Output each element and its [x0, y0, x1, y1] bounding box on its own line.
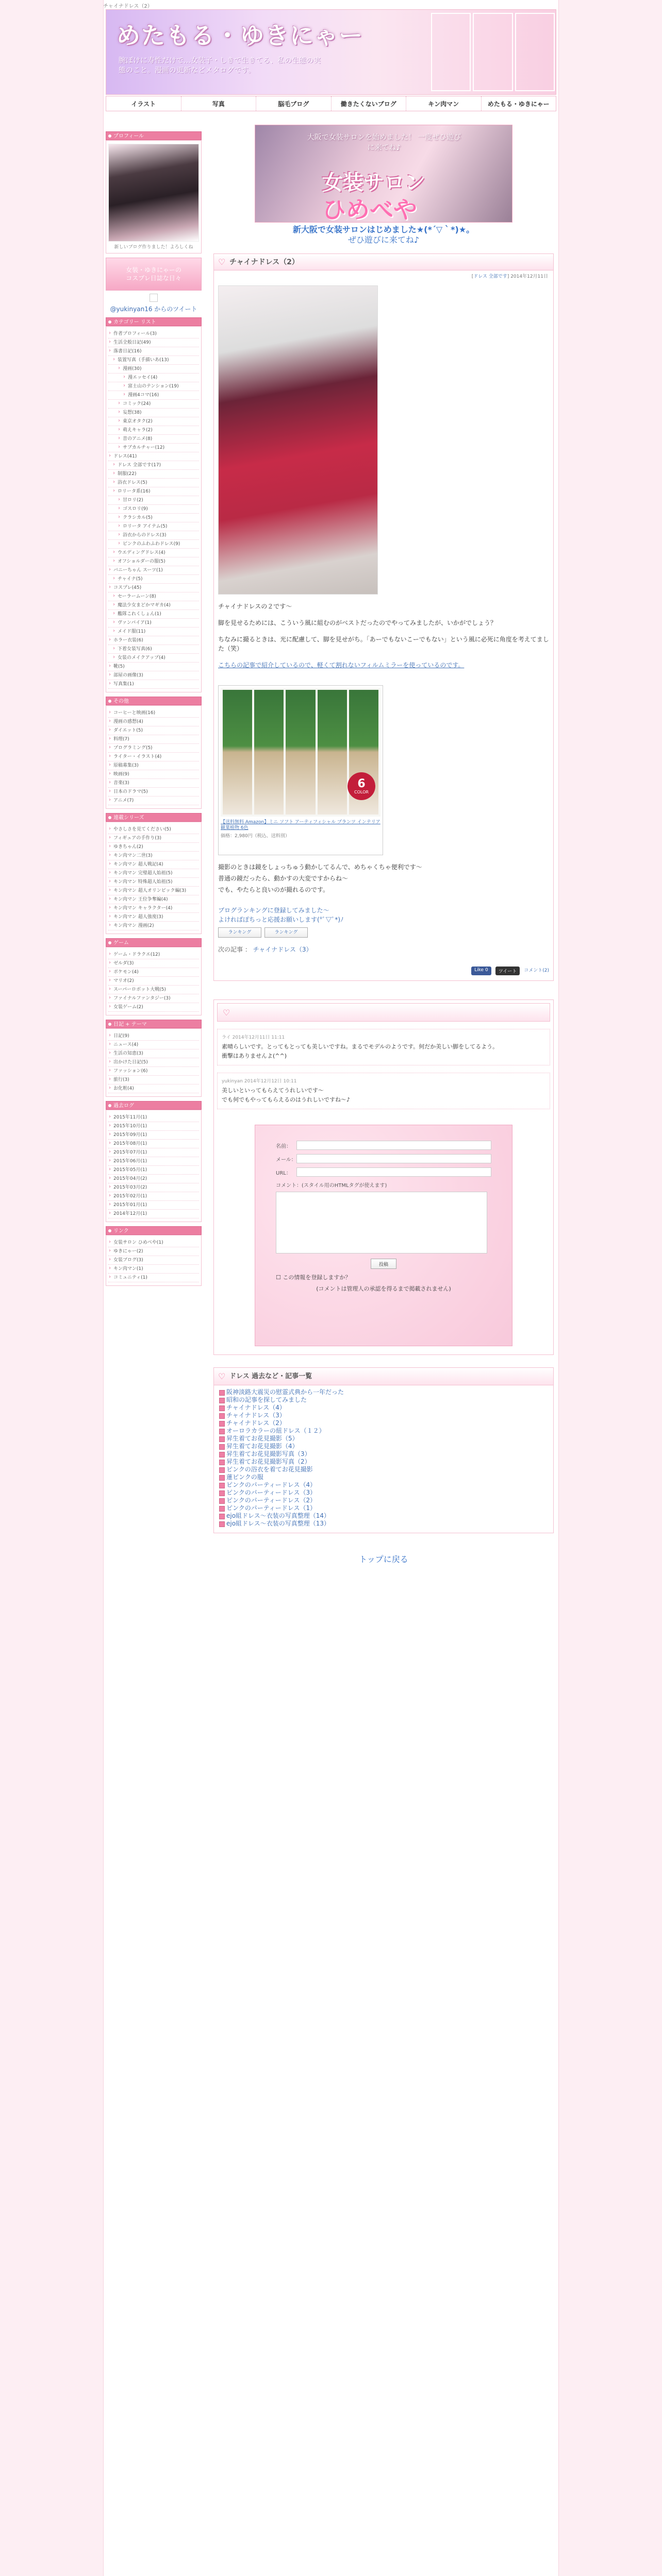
- game-item[interactable]: › スーパーロボット大戦(5): [108, 986, 199, 994]
- ad-title[interactable]: 【送料無料 Amazon】ミニ ソフト アーティフィシャル プランツ インテリア 観葉植物 6色: [221, 820, 380, 831]
- category-item[interactable]: › バニーちゃん スーツ(1): [108, 566, 199, 575]
- category-item[interactable]: › 落書日記(16): [108, 347, 199, 356]
- ad-plant: [254, 690, 284, 815]
- series-item[interactable]: › キン肉マン 漫画(2): [108, 922, 199, 930]
- entry-paragraph: 撮影のときは鏡をしょっちゅう動かしてるんで、めちゃくちゃ便利です〜: [218, 863, 422, 871]
- facebook-like-button[interactable]: Like 0: [471, 967, 491, 975]
- other-title: その他: [106, 697, 202, 705]
- email-row: [276, 1154, 491, 1163]
- category-title: カテゴリー リスト: [106, 317, 202, 326]
- inline-article-link[interactable]: こちらの記事で紹介しているので、軽くて割れないフィルムミラーを使っているのです。: [218, 662, 465, 669]
- game-item[interactable]: › ゲーム・ドラクエ(12): [108, 951, 199, 959]
- pink-banner-line: 女装・ゆきにゃーの: [126, 266, 181, 274]
- category-item[interactable]: › ドレス(41): [108, 452, 199, 461]
- category-item[interactable]: › オフショルダーの服(5): [108, 557, 199, 566]
- remember-label: この情報を登録しますか？: [283, 1274, 351, 1281]
- month-item[interactable]: › 2015年03月(2): [108, 1183, 199, 1192]
- other-item[interactable]: › プログラミング(5): [108, 744, 199, 753]
- link-item[interactable]: › ゆきにゃー(2): [108, 1247, 199, 1256]
- other-item[interactable]: › コーヒーと映画(16): [108, 709, 199, 718]
- category-item[interactable]: › ロリータ系(16): [108, 487, 199, 496]
- other-list: [108, 709, 199, 805]
- nav-item-nowork-blog[interactable]: 働きたくないブログ: [332, 96, 407, 111]
- banner-caption[interactable]: 新大阪で女装サロンはじめました★(*´▽｀*)★。: [292, 225, 475, 234]
- ranking-button[interactable]: ランキング: [218, 927, 261, 938]
- header-photo: [515, 13, 555, 91]
- sidebar: [106, 131, 202, 1290]
- game-item[interactable]: › ポケモン(4): [108, 968, 199, 977]
- other-block: [106, 705, 202, 809]
- url-row: [276, 1167, 491, 1177]
- category-item[interactable]: › チャイナ(5): [108, 575, 199, 584]
- profile-title: プロフィール: [106, 131, 202, 140]
- game-item[interactable]: › ファイナルファンタジー(3): [108, 994, 199, 1003]
- next-article-link[interactable]: チャイナドレス（3）: [253, 946, 312, 953]
- comment-label: コメント：(スタイル用のHTMLタグが使えます): [276, 1183, 387, 1189]
- other-item[interactable]: › 音楽(3): [108, 779, 199, 788]
- other-item[interactable]: › ライター・イラスト(4): [108, 753, 199, 761]
- banner-lead: 大阪で女装サロンを始めました！ 一度ぜひ遊びに来てね♪: [307, 133, 461, 152]
- ad-price: 価格：2,980円（税込、送料別）: [221, 834, 290, 839]
- category-item[interactable]: › 生活全般日記(49): [108, 338, 199, 347]
- game-block: [106, 947, 202, 1015]
- series-item[interactable]: › ゆきちゃん(2): [108, 843, 199, 852]
- next-article: [218, 945, 549, 954]
- other-item[interactable]: › 原稿募集(3): [108, 761, 199, 770]
- category-item[interactable]: › 妄想(38): [108, 409, 199, 417]
- entry-paragraph: でも、やたらと良いのが撮れるのです。: [218, 886, 329, 893]
- related-item[interactable]: 昭和の記事を探してみました: [219, 1396, 548, 1404]
- related-item[interactable]: 昇生着てお花見撮影（4）: [219, 1443, 548, 1450]
- entry-paragraph: ちなみに撮るときは、光に配慮して、脚を見せがち。「あーでもないこーでもない」という風に必死に角度を考えてました（笑）: [218, 636, 549, 652]
- comment-textarea[interactable]: [276, 1192, 487, 1253]
- category-item[interactable]: › 制服(22): [108, 470, 199, 479]
- comment-meta: yukinyan 2014年12月12日 10:11: [222, 1079, 297, 1084]
- entry-paragraph: 脚を見せるためには、こういう風に組むのがベストだったのでやってみましたが、いかがでしょう？: [218, 619, 497, 626]
- affiliate-ad[interactable]: [218, 685, 383, 855]
- links-list: [108, 1239, 199, 1282]
- social-bar: [214, 954, 553, 980]
- links-block: [106, 1235, 202, 1286]
- misc-item[interactable]: › 日記(9): [108, 1032, 199, 1041]
- heart-icon: ♡: [218, 257, 226, 267]
- entry-title-bar: [214, 254, 553, 270]
- other-item[interactable]: › アニメ(7): [108, 796, 199, 805]
- category-item[interactable]: › 萌えキャラ(2): [108, 426, 199, 435]
- misc-item[interactable]: › 生活の知恵(3): [108, 1049, 199, 1058]
- related-title: ドレス 過去など・記事一覧: [229, 1372, 312, 1380]
- category-item[interactable]: › ホラー衣装(6): [108, 636, 199, 645]
- game-item[interactable]: › マリオ(2): [108, 977, 199, 986]
- ranking-buttons: [218, 927, 549, 938]
- category-item[interactable]: › クラシカル(5): [108, 514, 199, 522]
- category-item[interactable]: › 漫画(30): [108, 365, 199, 374]
- entry-paragraph: チャイナドレスの２です〜: [218, 603, 292, 610]
- series-item[interactable]: › キン肉マン 超人戦記(4): [108, 860, 199, 869]
- pink-banner[interactable]: [106, 258, 202, 291]
- related-item[interactable]: ejo組ドレス〜衣装の写真整理（14）: [219, 1512, 548, 1520]
- category-item[interactable]: › 部屋の画像(3): [108, 671, 199, 680]
- category-item[interactable]: › ピンクのふわふわドレス(9): [108, 540, 199, 549]
- other-item[interactable]: › ダイエット(5): [108, 726, 199, 735]
- entry-body: [214, 602, 553, 670]
- related-item[interactable]: チャイナドレス（3）: [219, 1412, 548, 1419]
- month-item[interactable]: › 2014年12月(1): [108, 1210, 199, 1218]
- category-item[interactable]: › 漫エッセイ(4): [108, 374, 199, 382]
- url-label: URL：: [276, 1170, 291, 1176]
- main-content: [211, 113, 556, 1565]
- comment-section: [213, 999, 554, 1355]
- series-item[interactable]: › やさしさを見てください(5): [108, 825, 199, 834]
- entry-title[interactable]: チャイナドレス（2）: [229, 258, 299, 266]
- name-row: [276, 1141, 491, 1150]
- comment-text: 美しいといってもらえてうれしいです〜 でも何でもやってもらえるのはうれしいですね〜♪: [222, 1087, 351, 1103]
- category-list: [108, 330, 199, 689]
- email-field[interactable]: [296, 1154, 491, 1163]
- comment-form: [255, 1125, 512, 1346]
- month-item[interactable]: › 2015年11月(1): [108, 1113, 199, 1122]
- url-field[interactable]: [296, 1167, 491, 1177]
- comment-item: [217, 1073, 550, 1109]
- broken-image-icon: [150, 294, 158, 302]
- submit-button[interactable]: 投稿: [371, 1259, 396, 1269]
- category-item[interactable]: › 靴(5): [108, 663, 199, 671]
- other-item[interactable]: › 料理(7): [108, 735, 199, 744]
- link-item[interactable]: › キン肉マン(1): [108, 1265, 199, 1274]
- link-item[interactable]: › 女装サロン ひめべや(1): [108, 1239, 199, 1247]
- related-item[interactable]: ejo組ドレス〜衣装の写真整理（13）: [219, 1520, 548, 1528]
- related-item[interactable]: ピンクのパーティードレス（3）: [219, 1489, 548, 1497]
- related-item[interactable]: チャイナドレス（2）: [219, 1419, 548, 1427]
- name-label: 名前：: [276, 1143, 291, 1149]
- links-title: リンク: [106, 1226, 202, 1235]
- header-photo: [431, 13, 471, 91]
- month-item[interactable]: › 2015年06月(1): [108, 1157, 199, 1166]
- ad-plant: [286, 690, 315, 815]
- site-title[interactable]: めたもる・ゆきにゃー: [117, 22, 364, 49]
- month-item[interactable]: › 2015年05月(1): [108, 1166, 199, 1175]
- ranking-button[interactable]: ランキング: [264, 927, 308, 938]
- profile-block: [106, 140, 202, 253]
- category-block: [106, 326, 202, 692]
- link-item[interactable]: › 女装ブログ(3): [108, 1256, 199, 1265]
- comment-meta: ライ 2014年12月11日 11:11: [222, 1035, 285, 1040]
- tweet-button[interactable]: ツイート: [495, 967, 520, 975]
- nav-item-illust[interactable]: イラスト: [106, 96, 181, 111]
- other-item[interactable]: › 漫画の感想(4): [108, 718, 199, 726]
- entry-body-2: [214, 862, 553, 954]
- category-item[interactable]: › 漫画4コマ(16): [108, 391, 199, 400]
- related-item[interactable]: 蓮ピンクの服: [219, 1473, 548, 1481]
- nav-item-blog[interactable]: 脳毛ブログ: [256, 96, 332, 111]
- category-item[interactable]: › コスプレ(45): [108, 584, 199, 592]
- series-item[interactable]: › フィギュアの手作り(3): [108, 834, 199, 843]
- month-item[interactable]: › 2015年01月(1): [108, 1201, 199, 1210]
- misc-item[interactable]: › ファッション(6): [108, 1067, 199, 1076]
- name-field[interactable]: [296, 1141, 491, 1150]
- category-item[interactable]: › 東京オタク(2): [108, 417, 199, 426]
- misc-item[interactable]: › 旅行(3): [108, 1076, 199, 1084]
- category-item[interactable]: › 作者プロフィール(3): [108, 330, 199, 338]
- related-item[interactable]: ピンクのパーティードレス（1）: [219, 1504, 548, 1512]
- series-item[interactable]: › キン肉マン キャラクター(4): [108, 904, 199, 913]
- related-item[interactable]: オーロラカラーの紐ドレス（１２）: [219, 1427, 548, 1435]
- category-item[interactable]: › 下着女装写真(6): [108, 645, 199, 654]
- category-item[interactable]: › セーラームーン(8): [108, 592, 199, 601]
- other-item[interactable]: › 日本のドラマ(5): [108, 788, 199, 796]
- category-item[interactable]: › 艦隊これくしょん(1): [108, 610, 199, 619]
- site-description: 腕ぽけに寿性だけで…女装子・しきで生きてる、私の生態の実態のこと。漫画の更新などメタログです。: [119, 57, 321, 75]
- month-item[interactable]: › 2015年10月(1): [108, 1122, 199, 1131]
- heart-icon: ♡: [218, 1371, 226, 1381]
- series-title: 連載シリーズ: [106, 813, 202, 822]
- related-item[interactable]: ピンクのパーティードレス（2）: [219, 1497, 548, 1504]
- profile-image[interactable]: [108, 144, 199, 242]
- category-item[interactable]: › 浴衣からのドレス(3): [108, 531, 199, 540]
- series-item[interactable]: › キン肉マン 超人強度(3): [108, 913, 199, 922]
- entry-meta: [ドレス 全部です] 2014年12月11日: [471, 274, 548, 279]
- months-title: 過去ログ: [106, 1101, 202, 1110]
- ad-plant: [318, 690, 347, 815]
- game-list: [108, 951, 199, 1012]
- misc-item[interactable]: › お化粧(4): [108, 1084, 199, 1093]
- misc-item[interactable]: › ニュース(4): [108, 1041, 199, 1049]
- category-item[interactable]: › 魔法少女まどかマギカ(4): [108, 601, 199, 610]
- related-articles: [213, 1367, 554, 1533]
- entry-paragraph: [218, 660, 549, 670]
- game-title: ゲーム: [106, 938, 202, 947]
- header-photos: [431, 13, 555, 91]
- series-item[interactable]: › キン肉マン 王位争奪編(4): [108, 895, 199, 904]
- category-item[interactable]: › 浴衣ドレス(5): [108, 479, 199, 487]
- category-item[interactable]: › 女装のメイクアップ(4): [108, 654, 199, 663]
- category-item[interactable]: › コミック(24): [108, 400, 199, 409]
- misc-title: 日記 + テーマ: [106, 1020, 202, 1028]
- related-item[interactable]: 昇生着てお花見撮影（5）: [219, 1435, 548, 1443]
- comment-text: 素晴らしいです。とってもとっても美しいですね。まるでモデルのようです。何だか美しい脚をしてるよう。 衝撃はありませんよ(^^): [222, 1043, 499, 1059]
- month-item[interactable]: › 2015年07月(1): [108, 1148, 199, 1157]
- banner-subtitle: ひめべや: [322, 196, 417, 223]
- category-item[interactable]: › ロリータ アイテム(5): [108, 522, 199, 531]
- nav-item-metamoru[interactable]: めたもる・ゆきにゃー: [487, 100, 550, 108]
- entry-category-link[interactable]: ドレス 全部です: [473, 274, 507, 279]
- related-item[interactable]: 昇生着てお花見撮影写真（3）: [219, 1450, 548, 1458]
- series-list: [108, 825, 199, 930]
- related-item[interactable]: ピンクのパーティードレス（4）: [219, 1481, 548, 1489]
- global-nav: [106, 96, 556, 111]
- category-item[interactable]: › サブカルチャー(12): [108, 444, 199, 452]
- nav-item-kinniku[interactable]: キン肉マン: [406, 96, 482, 111]
- month-item[interactable]: › 2015年08月(1): [108, 1140, 199, 1148]
- months-block: [106, 1110, 202, 1222]
- game-item[interactable]: › 女装ゲーム(2): [108, 1003, 199, 1012]
- twitter-link[interactable]: @yukinyan16 からのツイート: [110, 306, 197, 313]
- banner-title: 女装サロン: [322, 171, 425, 195]
- category-item[interactable]: › ドレス 全部です(17): [108, 461, 199, 470]
- series-item[interactable]: › キン肉マン 特殊超人始祖(5): [108, 878, 199, 887]
- link-item[interactable]: › コミュニティ(1): [108, 1274, 199, 1282]
- ad-color-badge: [347, 772, 375, 800]
- comment-heading: ♡: [217, 1003, 550, 1022]
- entry-date: 2014年12月11日: [510, 274, 548, 279]
- month-item[interactable]: › 2015年09月(1): [108, 1131, 199, 1140]
- related-item[interactable]: 阪神淡路大震災の慰霊式典から一年だった: [219, 1388, 548, 1396]
- misc-list: [108, 1032, 199, 1093]
- header-photo: [473, 13, 512, 91]
- nav-item-photo[interactable]: 写真: [181, 96, 257, 111]
- next-article-label: 次の記事 ：: [218, 946, 251, 953]
- months-list: [108, 1113, 199, 1218]
- banner-caption-2[interactable]: ぜひ遊びに来てね♪: [347, 235, 420, 245]
- category-item[interactable]: › ゴスロリ(9): [108, 505, 199, 514]
- series-block: [106, 822, 202, 934]
- comment-count-link[interactable]: コメント(2): [524, 968, 549, 973]
- ad-plant: [223, 690, 252, 815]
- category-item[interactable]: › 装置写真（手描いあ(13): [108, 356, 199, 365]
- pink-banner-line: コスプレ日誌な日々: [126, 275, 181, 282]
- back-to-top-link[interactable]: トップに戻る: [359, 1554, 408, 1564]
- blog-entry: [213, 253, 554, 981]
- salon-banner[interactable]: [255, 125, 512, 223]
- remember-checkbox[interactable]: ☐: [276, 1274, 283, 1281]
- series-item[interactable]: › キン肉マン二世(3): [108, 852, 199, 860]
- category-item[interactable]: › 昔のアニメ(8): [108, 435, 199, 444]
- category-item[interactable]: › 富士山のテンション(19): [108, 382, 199, 391]
- category-item[interactable]: › ヴァンパイア(1): [108, 619, 199, 628]
- month-item[interactable]: › 2015年02月(1): [108, 1192, 199, 1201]
- category-item[interactable]: › 写真集(1): [108, 680, 199, 689]
- ranking-text: ブログランキングに登録してみました〜 よければぽちっと応援お願いします(*ﾟ▽ﾟ*)ﾉ: [218, 907, 344, 923]
- related-title-bar: [214, 1368, 553, 1385]
- category-item[interactable]: › 甘ロリ(2): [108, 496, 199, 505]
- remember-option: [276, 1273, 491, 1281]
- profile-caption: 新しいブログ作りました！よろしくね: [114, 245, 193, 250]
- game-item[interactable]: › ゼルダ(3): [108, 959, 199, 968]
- series-item[interactable]: › キン肉マン 完璧超人始祖(5): [108, 869, 199, 878]
- site-header: [106, 9, 556, 95]
- email-label: メール：: [276, 1157, 296, 1163]
- category-item[interactable]: › メイド服(11): [108, 628, 199, 636]
- ad-badge-number: 6: [357, 777, 366, 790]
- other-item[interactable]: › 映画(9): [108, 770, 199, 779]
- related-item[interactable]: 昇生着てお花見撮影写真（2）: [219, 1458, 548, 1466]
- moderation-note: (コメントは管理人の承認を得るまで掲載されません): [316, 1285, 451, 1292]
- entry-photo[interactable]: [218, 285, 378, 595]
- ad-badge-text: COLOR: [354, 789, 369, 794]
- series-item[interactable]: › キン肉マン 超人オリンピック編(3): [108, 887, 199, 895]
- related-item[interactable]: チャイナドレス（4）: [219, 1404, 548, 1412]
- related-list: [214, 1385, 553, 1533]
- entry-paragraph: 普通の鏡だったら、動かすの大変ですからね〜: [218, 875, 349, 882]
- misc-item[interactable]: › 出かけた日記(5): [108, 1058, 199, 1067]
- month-item[interactable]: › 2015年04月(2): [108, 1175, 199, 1183]
- comment-item: [217, 1029, 550, 1065]
- related-item[interactable]: ピンクの浴衣を着てお花見撮影: [219, 1466, 548, 1473]
- breadcrumb: チャイナドレス（2）: [103, 4, 153, 9]
- misc-block: [106, 1028, 202, 1097]
- category-item[interactable]: › ウエディングドレス(4): [108, 549, 199, 557]
